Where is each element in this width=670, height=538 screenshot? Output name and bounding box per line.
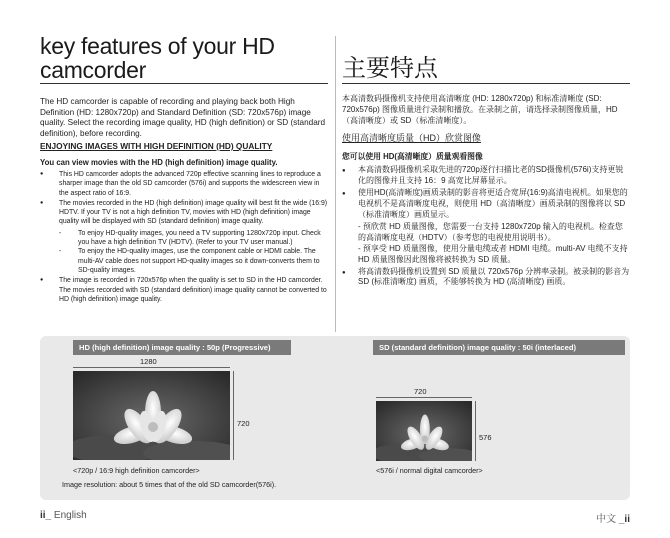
- bullet-item: ● 将高清数码摄像机设置到 SD 质量以 720x576p 分辨率录制。被录制的影音为 SD (标准清晰度) 画质，不能够转换为 HD (高清晰度) 画质。: [342, 267, 630, 289]
- title-divider: [342, 83, 630, 84]
- sd-height-label: 576: [479, 433, 492, 442]
- hd-width-label: 1280: [140, 357, 157, 366]
- page-number-right: _ii: [618, 514, 630, 525]
- water-lily-image: [376, 401, 472, 461]
- chinese-column: [342, 34, 630, 289]
- hd-width-line: [73, 367, 230, 368]
- hd-height-line: [233, 371, 234, 460]
- page-title-chinese: 主要特点: [342, 54, 438, 82]
- hd-caption: <720p / 16:9 high definition camcorder>: [73, 466, 200, 475]
- dash-item: - 预享受 HD 质量图像，使用分量电缆或者 HDMI 电缆。multi-AV 电缆不支持 HD 质量图像因此图像将被转换为 SD 质量。: [358, 243, 628, 264]
- resolution-note: Image resolution: about 5 times that of the old SD camcorder(576i).: [62, 480, 277, 489]
- bullet-item: ● 本高清数码摄像机采取先进的720p逐行扫描比老的SD摄像机(576i)支持更锐化的图像并且支持 16：9 高宽比屏幕显示。: [342, 165, 630, 187]
- section-heading-english: ENJOYING IMAGES WITH HIGH DEFINITION (HD) QUALITY: [40, 141, 273, 151]
- sd-caption: <576i / normal digital camcorder>: [376, 466, 483, 475]
- bullet-item: ● This HD camcorder adopts the advanced 720p effective scanning lines to reproduce a sharper image than the old SD camcorder (576i) and supports the widescreen view in the aspect ratio of 16:9.: [40, 170, 328, 198]
- sd-height-line: [475, 401, 476, 461]
- language-label-chinese: 中文: [596, 514, 619, 525]
- intro-paragraph-chinese: 本高清数码摄像机支持使用高清晰度 (HD: 1280x720p) 和标准清晰度 (SD: 720x576p) 图像质量进行录制和播放。在录制之前，请选择录制图像质量，HD（高清晰度）或 SD（标准清晰度）。: [342, 94, 618, 125]
- page-number-left: ii_: [40, 510, 52, 521]
- dash-list-chinese: [358, 222, 630, 265]
- section-heading-chinese: 使用高清晰度质量（HD）欣赏图像: [342, 133, 481, 144]
- bullet-item: ● The image is recorded in 720x576p when the quality is set to SD in the HD camcorder. The movies recorded with SD (standard definition) image quality cannot be converted to HD (high definition) image quality.: [40, 276, 328, 304]
- bullet-list-chinese: [342, 165, 630, 288]
- english-column: [40, 34, 328, 305]
- dash-list-english: [59, 229, 328, 275]
- bullet-text: The movies recorded in the HD (high definition) image quality will best fit the wide (16:9) HDTV. If your TV is not a high definition TV, movies with HD (high definition) image quality will be displayed with SD (standard definition) image quality.: [59, 199, 328, 226]
- column-divider: [335, 36, 336, 332]
- dash-item: - To enjoy HD-quality images, you need a TV supporting 1280x720p input. Check you have a high definition TV (HDTV). (Refer to your TV user manual.): [59, 229, 328, 248]
- sub-heading-chinese: 您可以使用 HD(高清晰度）质量观看图像: [342, 152, 483, 162]
- bullet-list-english: [40, 170, 328, 304]
- bullet-item: [40, 199, 328, 275]
- bullet-text: 使用HD(高清晰度)画质录制的影音将更适合宽屏(16:9)高清电视机。如果您的电视机不是高清晰度电视，则使用 HD（高清晰度）画质录制的图像将以 SD（标准清晰度）画质显示。: [358, 187, 628, 219]
- hd-quality-label: HD (high definition) image quality : 50p (Progressive): [73, 340, 291, 355]
- hd-flower-photo: [73, 371, 230, 460]
- dash-item: - To enjoy the HD-quality images, use the component cable or HDMI cable. The multi-AV cable does not support HD-quality images so it down-converts them to SD-quality images.: [59, 247, 328, 275]
- sd-width-line: [376, 397, 472, 398]
- bullet-item: [342, 188, 630, 266]
- sd-quality-label: SD (standard definition) image quality : 50i (interlaced): [373, 340, 625, 355]
- sd-flower-photo: [376, 401, 472, 461]
- footer-left: [40, 510, 87, 521]
- sub-heading-english: You can view movies with the HD (high definition) image quality.: [40, 158, 278, 167]
- footer-right: [596, 510, 630, 525]
- hd-height-label: 720: [237, 419, 250, 428]
- water-lily-image: [73, 371, 230, 460]
- language-label-english: English: [51, 510, 87, 521]
- title-divider: [40, 83, 328, 84]
- sd-width-label: 720: [414, 387, 427, 396]
- page-title-english: key features of your HD camcorder: [40, 33, 275, 83]
- intro-paragraph-english: The HD camcorder is capable of recording and playing back both High Definition (HD: 1280x720p) and Standard Definition (SD: 720x576p) image quality. Select the recording image quality, HD (high definition) or SD (standard definition), before recording.: [40, 97, 326, 138]
- dash-item: - 预欣赏 HD 质量图像，您需要一台支持 1280x720p 输入的电视机。检查您的高清晰度电视（HDTV）（参考您的电视使用说明书）。: [358, 222, 623, 243]
